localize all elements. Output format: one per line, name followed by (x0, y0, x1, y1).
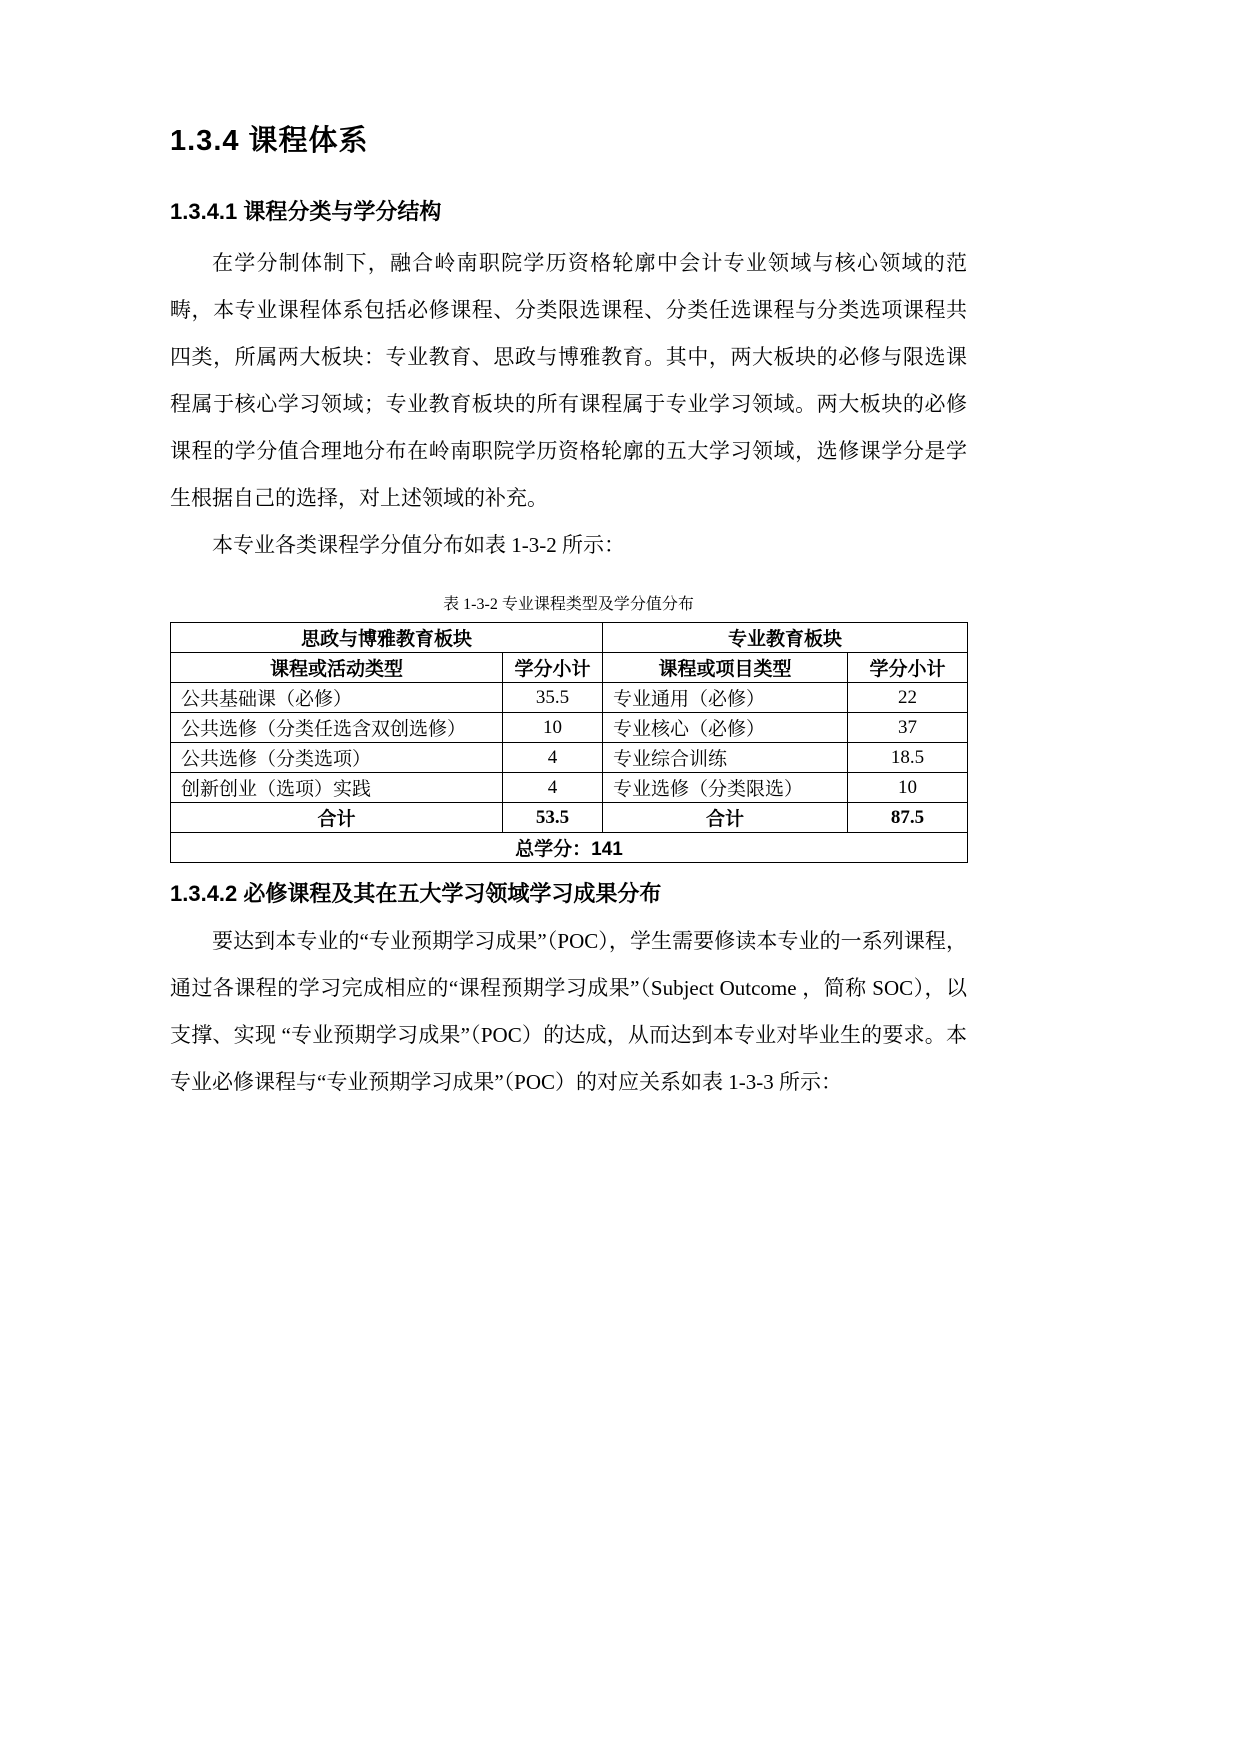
table-cell: 22 (848, 683, 968, 713)
group-header-liberal: 思政与博雅教育板块 (171, 623, 603, 653)
col-header-project-type: 课程或项目类型 (603, 653, 848, 683)
table-row (171, 773, 968, 803)
group-header-professional: 专业教育板块 (603, 623, 968, 653)
table-cell: 专业核心（必修） (603, 713, 848, 743)
table-cell: 创新创业（选项）实践 (171, 773, 503, 803)
col-header-course-type: 课程或活动类型 (171, 653, 503, 683)
heading-1-3-4-2: 1.3.4.2 必修课程及其在五大学习领域学习成果分布 (170, 881, 662, 906)
table-column-header-row (171, 653, 968, 683)
total-label: 合计 (603, 803, 848, 833)
table-group-header-row (171, 623, 968, 653)
table-row (171, 713, 968, 743)
paragraph-poc-mapping: 要达到本专业的“专业预期学习成果”（POC），学生需要修读本专业的一系列课程，通过各课程的学习完成相应的“课程预期学习成果”（Subject Outcome ，简称 SOC），以支撑、实现 “专业预期学习成果”（POC）的达成，从而达到本专业对毕业生的要求。本专业必修课程与“专业预期学习成果”（POC）的对应关系如表 1-3-3 所示： (170, 929, 967, 1094)
table-row (171, 743, 968, 773)
table-total-row (171, 803, 968, 833)
paragraph-table-intro: 本专业各类课程学分值分布如表 1-3-2 所示： (212, 533, 625, 557)
table-cell: 专业通用（必修） (603, 683, 848, 713)
table-caption: 表 1-3-2 专业课程类型及学分值分布 (443, 596, 694, 613)
table-row (171, 683, 968, 713)
table-cell: 4 (503, 773, 603, 803)
grand-total-cell: 总学分：141 (171, 833, 968, 863)
paragraph-credit-structure: 在学分制体制下，融合岭南职院学历资格轮廓中会计专业领域与核心领域的范畴，本专业课程体系包括必修课程、分类限选课程、分类任选课程与分类选项课程共四类，所属两大板块：专业教育、思政与博雅教育。其中，两大板块的必修与限选课程属于核心学习领域；专业教育板块的所有课程属于专业学习领域。两大板块的必修课程的学分值合理地分布在岭南职院学历资格轮廓的五大学习领域，选修课学分是学生根据自己的选择，对上述领域的补充。 (170, 251, 967, 510)
col-header-credit-subtotal: 学分小计 (848, 653, 968, 683)
table-cell: 专业综合训练 (603, 743, 848, 773)
table-cell: 4 (503, 743, 603, 773)
table-cell: 专业选修（分类限选） (603, 773, 848, 803)
table-cell: 公共基础课（必修） (171, 683, 503, 713)
table-cell: 10 (503, 713, 603, 743)
table-cell: 35.5 (503, 683, 603, 713)
total-value: 53.5 (503, 803, 603, 833)
table-cell: 公共选修（分类选项） (171, 743, 503, 773)
total-label: 合计 (171, 803, 503, 833)
total-value: 87.5 (848, 803, 968, 833)
table-grand-total-row (171, 833, 968, 863)
table-cell: 公共选修（分类任选含双创选修） (171, 713, 503, 743)
heading-1-3-4: 1.3.4 课程体系 (170, 125, 369, 157)
col-header-credit-subtotal: 学分小计 (503, 653, 603, 683)
table-cell: 18.5 (848, 743, 968, 773)
heading-1-3-4-1: 1.3.4.1 课程分类与学分结构 (170, 199, 442, 224)
table-cell: 10 (848, 773, 968, 803)
table-cell: 37 (848, 713, 968, 743)
credit-distribution-table (170, 622, 968, 863)
